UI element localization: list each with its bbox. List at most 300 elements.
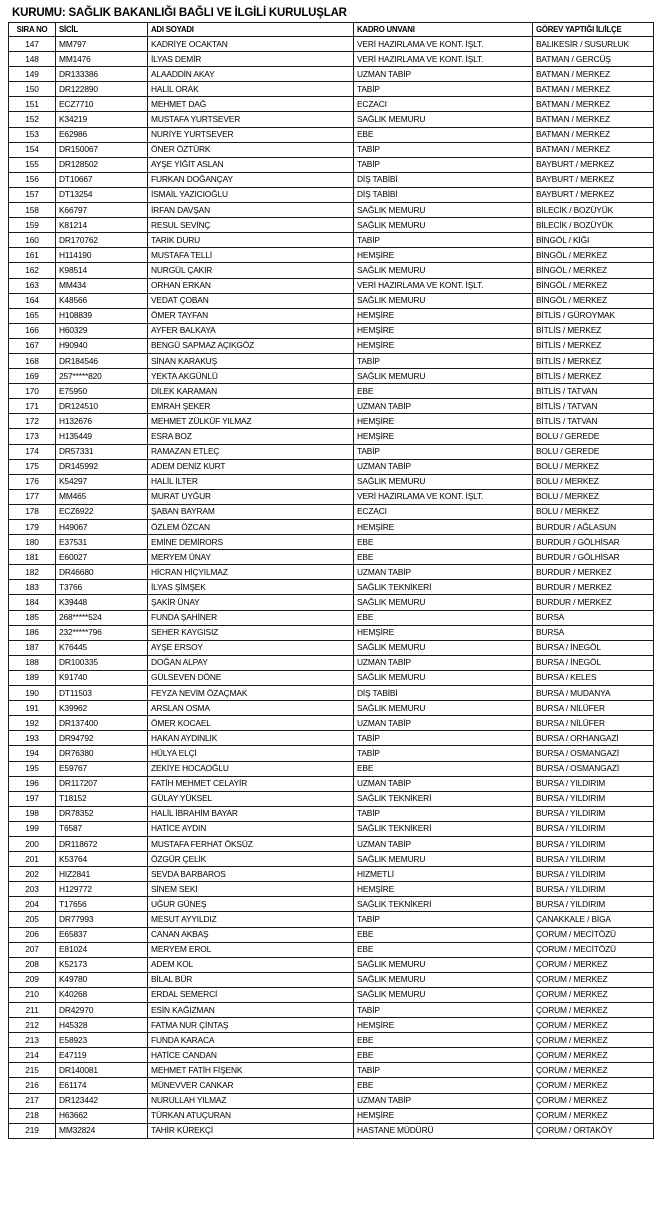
cell-sicil: DR57331 xyxy=(56,444,148,459)
table-row xyxy=(9,550,654,565)
cell-sicil: E65837 xyxy=(56,927,148,942)
cell-sira-no: 216 xyxy=(9,1078,56,1093)
table-row xyxy=(9,233,654,248)
table-row xyxy=(9,278,654,293)
cell-sicil: DR76380 xyxy=(56,746,148,761)
cell-kadro-unvani: ECZACI xyxy=(354,97,533,112)
cell-sicil: H63662 xyxy=(56,1108,148,1123)
cell-kadro-unvani: HEMŞİRE xyxy=(354,625,533,640)
cell-gorev-yaptigi-il-ilce: BURSA / OSMANGAZİ xyxy=(533,746,654,761)
cell-sira-no: 219 xyxy=(9,1123,56,1138)
cell-sicil: E58923 xyxy=(56,1033,148,1048)
table-row xyxy=(9,912,654,927)
cell-gorev-yaptigi-il-ilce: BOLU / MERKEZ xyxy=(533,489,654,504)
cell-kadro-unvani: HEMŞİRE xyxy=(354,338,533,353)
table-row xyxy=(9,927,654,942)
cell-sicil: K81214 xyxy=(56,218,148,233)
cell-adi-soyadi: ESİN KAĞIZMAN xyxy=(148,1003,354,1018)
table-row xyxy=(9,535,654,550)
cell-adi-soyadi: MÜNEVVER CANKAR xyxy=(148,1078,354,1093)
cell-gorev-yaptigi-il-ilce: ÇORUM / MERKEZ xyxy=(533,1033,654,1048)
cell-gorev-yaptigi-il-ilce: ÇORUM / MECİTÖZÜ xyxy=(533,927,654,942)
cell-sicil: H90940 xyxy=(56,338,148,353)
cell-sicil: K91740 xyxy=(56,670,148,685)
cell-sicil: DR117207 xyxy=(56,776,148,791)
cell-sira-no: 160 xyxy=(9,233,56,248)
cell-adi-soyadi: MEHMET DAĞ xyxy=(148,97,354,112)
cell-gorev-yaptigi-il-ilce: ÇORUM / MERKEZ xyxy=(533,1063,654,1078)
cell-sira-no: 167 xyxy=(9,338,56,353)
table-row xyxy=(9,248,654,263)
cell-sicil: E81024 xyxy=(56,942,148,957)
cell-adi-soyadi: SEVDA BARBAROS xyxy=(148,867,354,882)
cell-sicil: MM1476 xyxy=(56,52,148,67)
cell-gorev-yaptigi-il-ilce: BURSA / YILDIRIM xyxy=(533,852,654,867)
cell-kadro-unvani: UZMAN TABİP xyxy=(354,459,533,474)
cell-adi-soyadi: FATMA NUR ÇİNTAŞ xyxy=(148,1018,354,1033)
cell-sira-no: 169 xyxy=(9,369,56,384)
cell-sicil: H108839 xyxy=(56,308,148,323)
cell-sira-no: 148 xyxy=(9,52,56,67)
cell-gorev-yaptigi-il-ilce: BİTLİS / TATVAN xyxy=(533,384,654,399)
page-title: KURUMU: SAĞLIK BAKANLIĞI BAĞLI VE İLGİLİ KURULUŞLAR xyxy=(12,7,347,19)
cell-gorev-yaptigi-il-ilce: BURSA / YILDIRIM xyxy=(533,806,654,821)
cell-adi-soyadi: AYFER BALKAYA xyxy=(148,323,354,338)
cell-gorev-yaptigi-il-ilce: BATMAN / MERKEZ xyxy=(533,127,654,142)
cell-adi-soyadi: NURULLAH YILMAZ xyxy=(148,1093,354,1108)
cell-adi-soyadi: ALAADDİN AKAY xyxy=(148,67,354,82)
cell-sira-no: 156 xyxy=(9,172,56,187)
cell-gorev-yaptigi-il-ilce: BİTLİS / MERKEZ xyxy=(533,338,654,353)
cell-adi-soyadi: HALİL İLTER xyxy=(148,474,354,489)
cell-kadro-unvani: TABİP xyxy=(354,142,533,157)
cell-sicil: H114190 xyxy=(56,248,148,263)
cell-kadro-unvani: SAĞLIK MEMURU xyxy=(354,263,533,278)
cell-kadro-unvani: SAĞLIK TEKNİKERİ xyxy=(354,821,533,836)
cell-sira-no: 164 xyxy=(9,293,56,308)
cell-adi-soyadi: MURAT UYĞUR xyxy=(148,489,354,504)
table-row xyxy=(9,716,654,731)
cell-kadro-unvani: VERİ HAZIRLAMA VE KONT. İŞLT. xyxy=(354,278,533,293)
cell-sira-no: 180 xyxy=(9,535,56,550)
cell-sira-no: 203 xyxy=(9,882,56,897)
table-row xyxy=(9,821,654,836)
cell-adi-soyadi: İLYAS DEMİR xyxy=(148,52,354,67)
cell-kadro-unvani: UZMAN TABİP xyxy=(354,1093,533,1108)
table-row xyxy=(9,1093,654,1108)
cell-sicil: MM32824 xyxy=(56,1123,148,1138)
cell-kadro-unvani: HİZMETLİ xyxy=(354,867,533,882)
cell-gorev-yaptigi-il-ilce: ÇORUM / MERKEZ xyxy=(533,1093,654,1108)
table-row xyxy=(9,595,654,610)
cell-sira-no: 202 xyxy=(9,867,56,882)
cell-gorev-yaptigi-il-ilce: BURDUR / MERKEZ xyxy=(533,580,654,595)
cell-gorev-yaptigi-il-ilce: BURDUR / GÖLHİSAR xyxy=(533,550,654,565)
cell-sicil: E61174 xyxy=(56,1078,148,1093)
cell-gorev-yaptigi-il-ilce: BURSA / YILDIRIM xyxy=(533,836,654,851)
cell-adi-soyadi: MESUT AYYILDIZ xyxy=(148,912,354,927)
cell-kadro-unvani: VERİ HAZIRLAMA VE KONT. İŞLT. xyxy=(354,37,533,52)
cell-adi-soyadi: ÖMER KOCAEL xyxy=(148,716,354,731)
table-row xyxy=(9,414,654,429)
cell-sicil: H135449 xyxy=(56,429,148,444)
cell-sira-no: 159 xyxy=(9,218,56,233)
table-row xyxy=(9,459,654,474)
table-header xyxy=(9,23,654,37)
cell-kadro-unvani: EBE xyxy=(354,1078,533,1093)
cell-adi-soyadi: ŞABAN BAYRAM xyxy=(148,504,354,519)
cell-adi-soyadi: TAHİR KÜREKÇİ xyxy=(148,1123,354,1138)
cell-sicil: K54297 xyxy=(56,474,148,489)
cell-gorev-yaptigi-il-ilce: BİTLİS / MERKEZ xyxy=(533,369,654,384)
table-row xyxy=(9,776,654,791)
cell-sira-no: 174 xyxy=(9,444,56,459)
cell-adi-soyadi: ZEKİYE HOCAOĞLU xyxy=(148,761,354,776)
cell-kadro-unvani: HEMŞİRE xyxy=(354,882,533,897)
table-row xyxy=(9,942,654,957)
cell-sicil: MM465 xyxy=(56,489,148,504)
cell-sicil: DR78352 xyxy=(56,806,148,821)
cell-kadro-unvani: UZMAN TABİP xyxy=(354,655,533,670)
table-row xyxy=(9,369,654,384)
cell-adi-soyadi: MUSTAFA FERHAT ÖKSÜZ xyxy=(148,836,354,851)
cell-kadro-unvani: SAĞLIK MEMURU xyxy=(354,852,533,867)
cell-sicil: K48566 xyxy=(56,293,148,308)
cell-sicil: H45328 xyxy=(56,1018,148,1033)
cell-sicil: T17656 xyxy=(56,897,148,912)
table-row xyxy=(9,1108,654,1123)
cell-kadro-unvani: DİŞ TABİBİ xyxy=(354,187,533,202)
cell-gorev-yaptigi-il-ilce: ÇORUM / MERKEZ xyxy=(533,1018,654,1033)
cell-sicil: K34219 xyxy=(56,112,148,127)
cell-kadro-unvani: TABİP xyxy=(354,746,533,761)
cell-sira-no: 218 xyxy=(9,1108,56,1123)
cell-kadro-unvani: ECZACI xyxy=(354,504,533,519)
cell-sicil: H132676 xyxy=(56,414,148,429)
cell-gorev-yaptigi-il-ilce: ÇORUM / MERKEZ xyxy=(533,987,654,1002)
table-row xyxy=(9,806,654,821)
cell-sira-no: 214 xyxy=(9,1048,56,1063)
cell-sira-no: 158 xyxy=(9,203,56,218)
cell-sicil: DR118672 xyxy=(56,836,148,851)
table-row xyxy=(9,82,654,97)
cell-gorev-yaptigi-il-ilce: BATMAN / MERKEZ xyxy=(533,67,654,82)
cell-gorev-yaptigi-il-ilce: ÇORUM / MERKEZ xyxy=(533,972,654,987)
table-row xyxy=(9,746,654,761)
cell-gorev-yaptigi-il-ilce: ÇORUM / MERKEZ xyxy=(533,1078,654,1093)
cell-kadro-unvani: EBE xyxy=(354,1048,533,1063)
cell-gorev-yaptigi-il-ilce: BATMAN / MERKEZ xyxy=(533,142,654,157)
table-row xyxy=(9,142,654,157)
cell-adi-soyadi: AYŞE ERSOY xyxy=(148,640,354,655)
table-row xyxy=(9,1078,654,1093)
column-header-sira-no: SIRA NO xyxy=(9,23,56,37)
cell-adi-soyadi: MEHMET FATİH FİŞENK xyxy=(148,1063,354,1078)
cell-sicil: K39962 xyxy=(56,701,148,716)
cell-sira-no: 211 xyxy=(9,1003,56,1018)
cell-adi-soyadi: ADEM DENİZ KURT xyxy=(148,459,354,474)
cell-sicil: K98514 xyxy=(56,263,148,278)
cell-adi-soyadi: DOĞAN ALPAY xyxy=(148,655,354,670)
cell-kadro-unvani: SAĞLIK TEKNİKERİ xyxy=(354,580,533,595)
cell-gorev-yaptigi-il-ilce: BURSA / YILDIRIM xyxy=(533,867,654,882)
cell-kadro-unvani: UZMAN TABİP xyxy=(354,836,533,851)
cell-adi-soyadi: HALİL İBRAHİM BAYAR xyxy=(148,806,354,821)
cell-sira-no: 194 xyxy=(9,746,56,761)
cell-adi-soyadi: HATİCE AYDIN xyxy=(148,821,354,836)
table-row xyxy=(9,1018,654,1033)
cell-sira-no: 176 xyxy=(9,474,56,489)
cell-kadro-unvani: EBE xyxy=(354,1033,533,1048)
cell-sira-no: 178 xyxy=(9,504,56,519)
cell-sira-no: 187 xyxy=(9,640,56,655)
table-row xyxy=(9,1003,654,1018)
cell-adi-soyadi: TARIK DURU xyxy=(148,233,354,248)
cell-gorev-yaptigi-il-ilce: ÇANAKKALE / BİGA xyxy=(533,912,654,927)
cell-adi-soyadi: HATİCE CANDAN xyxy=(148,1048,354,1063)
cell-gorev-yaptigi-il-ilce: BOLU / GEREDE xyxy=(533,429,654,444)
cell-sira-no: 196 xyxy=(9,776,56,791)
cell-sicil: DR128502 xyxy=(56,157,148,172)
cell-gorev-yaptigi-il-ilce: BURSA / İNEGÖL xyxy=(533,655,654,670)
table-row xyxy=(9,670,654,685)
cell-gorev-yaptigi-il-ilce: BURSA / NİLÜFER xyxy=(533,701,654,716)
cell-gorev-yaptigi-il-ilce: BURSA / OSMANGAZİ xyxy=(533,761,654,776)
cell-adi-soyadi: MEHMET ZÜLKÜF YILMAZ xyxy=(148,414,354,429)
table-row xyxy=(9,565,654,580)
cell-sicil: DR46680 xyxy=(56,565,148,580)
cell-gorev-yaptigi-il-ilce: BURSA / KELES xyxy=(533,670,654,685)
cell-gorev-yaptigi-il-ilce: BİLECİK / BOZÜYÜK xyxy=(533,218,654,233)
cell-adi-soyadi: ESRA BOZ xyxy=(148,429,354,444)
cell-gorev-yaptigi-il-ilce: BURSA / NİLÜFER xyxy=(533,716,654,731)
cell-sicil: DR184546 xyxy=(56,353,148,368)
cell-sira-no: 204 xyxy=(9,897,56,912)
cell-adi-soyadi: SİNEM SEKİ xyxy=(148,882,354,897)
cell-adi-soyadi: DİLEK KARAMAN xyxy=(148,384,354,399)
cell-gorev-yaptigi-il-ilce: BATMAN / MERKEZ xyxy=(533,112,654,127)
table-row xyxy=(9,957,654,972)
cell-sira-no: 170 xyxy=(9,384,56,399)
cell-sira-no: 205 xyxy=(9,912,56,927)
cell-kadro-unvani: HEMŞİRE xyxy=(354,414,533,429)
table-row xyxy=(9,761,654,776)
cell-adi-soyadi: VEDAT ÇOBAN xyxy=(148,293,354,308)
cell-gorev-yaptigi-il-ilce: BOLU / MERKEZ xyxy=(533,474,654,489)
cell-gorev-yaptigi-il-ilce: BİTLİS / MERKEZ xyxy=(533,353,654,368)
cell-gorev-yaptigi-il-ilce: ÇORUM / MERKEZ xyxy=(533,957,654,972)
cell-adi-soyadi: BENGÜ SAPMAZ AÇIKGÖZ xyxy=(148,338,354,353)
table-row xyxy=(9,474,654,489)
cell-sira-no: 191 xyxy=(9,701,56,716)
cell-sicil: H129772 xyxy=(56,882,148,897)
cell-gorev-yaptigi-il-ilce: BİTLİS / TATVAN xyxy=(533,414,654,429)
cell-sira-no: 163 xyxy=(9,278,56,293)
table-row xyxy=(9,625,654,640)
cell-kadro-unvani: SAĞLIK MEMURU xyxy=(354,293,533,308)
table-row xyxy=(9,293,654,308)
cell-sicil: K49780 xyxy=(56,972,148,987)
cell-sicil: 257*****820 xyxy=(56,369,148,384)
cell-gorev-yaptigi-il-ilce: BİLECİK / BOZÜYÜK xyxy=(533,203,654,218)
table-row xyxy=(9,1033,654,1048)
cell-kadro-unvani: TABİP xyxy=(354,806,533,821)
cell-adi-soyadi: RESUL SEVİNÇ xyxy=(148,218,354,233)
cell-sicil: E37531 xyxy=(56,535,148,550)
cell-adi-soyadi: EMRAH ŞEKER xyxy=(148,399,354,414)
table-row xyxy=(9,852,654,867)
cell-sicil: DR123442 xyxy=(56,1093,148,1108)
cell-adi-soyadi: BİLAL BÜR xyxy=(148,972,354,987)
cell-kadro-unvani: UZMAN TABİP xyxy=(354,565,533,580)
table-row xyxy=(9,867,654,882)
cell-gorev-yaptigi-il-ilce: BİNGÖL / MERKEZ xyxy=(533,263,654,278)
cell-gorev-yaptigi-il-ilce: BURSA / MUDANYA xyxy=(533,686,654,701)
cell-gorev-yaptigi-il-ilce: BURSA xyxy=(533,625,654,640)
cell-kadro-unvani: EBE xyxy=(354,942,533,957)
cell-kadro-unvani: EBE xyxy=(354,927,533,942)
cell-adi-soyadi: ADEM KOL xyxy=(148,957,354,972)
table-body xyxy=(9,37,654,1139)
cell-sicil: E47119 xyxy=(56,1048,148,1063)
table-row xyxy=(9,429,654,444)
table-row xyxy=(9,504,654,519)
column-header-gorev-yaptigi-il-ilce: GÖREV YAPTIĞI İL/İLÇE xyxy=(533,23,654,37)
cell-adi-soyadi: FUNDA KARACA xyxy=(148,1033,354,1048)
table-row xyxy=(9,1123,654,1138)
cell-gorev-yaptigi-il-ilce: BOLU / GEREDE xyxy=(533,444,654,459)
cell-adi-soyadi: ORHAN ERKAN xyxy=(148,278,354,293)
cell-adi-soyadi: ÖZGÜR ÇELİK xyxy=(148,852,354,867)
cell-sira-no: 157 xyxy=(9,187,56,202)
table-row xyxy=(9,836,654,851)
table-row xyxy=(9,112,654,127)
cell-kadro-unvani: EBE xyxy=(354,610,533,625)
cell-adi-soyadi: MERYEM ÜNAY xyxy=(148,550,354,565)
cell-sicil: DR145992 xyxy=(56,459,148,474)
cell-sira-no: 215 xyxy=(9,1063,56,1078)
cell-adi-soyadi: SEHER KAYGISIZ xyxy=(148,625,354,640)
cell-kadro-unvani: EBE xyxy=(354,761,533,776)
cell-adi-soyadi: TÜRKAN ATUÇURAN xyxy=(148,1108,354,1123)
cell-gorev-yaptigi-il-ilce: BAYBURT / MERKEZ xyxy=(533,172,654,187)
cell-sira-no: 182 xyxy=(9,565,56,580)
cell-sira-no: 162 xyxy=(9,263,56,278)
cell-sira-no: 179 xyxy=(9,520,56,535)
cell-sira-no: 188 xyxy=(9,655,56,670)
cell-kadro-unvani: SAĞLIK MEMURU xyxy=(354,987,533,1002)
cell-sira-no: 207 xyxy=(9,942,56,957)
cell-adi-soyadi: ERDAL SEMERCİ xyxy=(148,987,354,1002)
cell-sicil: K39448 xyxy=(56,595,148,610)
cell-sira-no: 198 xyxy=(9,806,56,821)
cell-sicil: 232*****796 xyxy=(56,625,148,640)
cell-kadro-unvani: SAĞLIK TEKNİKERİ xyxy=(354,897,533,912)
cell-sira-no: 153 xyxy=(9,127,56,142)
cell-gorev-yaptigi-il-ilce: BOLU / MERKEZ xyxy=(533,459,654,474)
cell-gorev-yaptigi-il-ilce: BURSA / YILDIRIM xyxy=(533,791,654,806)
cell-sicil: DT10667 xyxy=(56,172,148,187)
cell-sira-no: 155 xyxy=(9,157,56,172)
cell-gorev-yaptigi-il-ilce: BALIKESİR / SUSURLUK xyxy=(533,37,654,52)
table-row xyxy=(9,263,654,278)
cell-kadro-unvani: HASTANE MÜDÜRÜ xyxy=(354,1123,533,1138)
cell-adi-soyadi: HİCRAN HİÇYILMAZ xyxy=(148,565,354,580)
cell-sira-no: 154 xyxy=(9,142,56,157)
cell-kadro-unvani: TABİP xyxy=(354,1003,533,1018)
cell-kadro-unvani: HEMŞİRE xyxy=(354,323,533,338)
cell-gorev-yaptigi-il-ilce: BATMAN / MERKEZ xyxy=(533,82,654,97)
cell-sicil: K53764 xyxy=(56,852,148,867)
cell-sira-no: 184 xyxy=(9,595,56,610)
cell-kadro-unvani: TABİP xyxy=(354,82,533,97)
cell-sicil: MM434 xyxy=(56,278,148,293)
cell-sicil: K40268 xyxy=(56,987,148,1002)
cell-sira-no: 209 xyxy=(9,972,56,987)
cell-sicil: E75950 xyxy=(56,384,148,399)
cell-adi-soyadi: ARSLAN OSMA xyxy=(148,701,354,716)
cell-gorev-yaptigi-il-ilce: ÇORUM / MECİTÖZÜ xyxy=(533,942,654,957)
cell-gorev-yaptigi-il-ilce: BİTLİS / MERKEZ xyxy=(533,323,654,338)
table-row xyxy=(9,489,654,504)
cell-kadro-unvani: EBE xyxy=(354,384,533,399)
cell-sira-no: 195 xyxy=(9,761,56,776)
cell-sicil: K52173 xyxy=(56,957,148,972)
cell-gorev-yaptigi-il-ilce: ÇORUM / MERKEZ xyxy=(533,1048,654,1063)
cell-sira-no: 212 xyxy=(9,1018,56,1033)
cell-adi-soyadi: FUNDA ŞAHİNER xyxy=(148,610,354,625)
cell-sira-no: 210 xyxy=(9,987,56,1002)
cell-adi-soyadi: MUSTAFA TELLİ xyxy=(148,248,354,263)
cell-adi-soyadi: ÖNER ÖZTÜRK xyxy=(148,142,354,157)
cell-kadro-unvani: DİŞ TABİBİ xyxy=(354,686,533,701)
cell-adi-soyadi: HALİL ORAK xyxy=(148,82,354,97)
table-row xyxy=(9,520,654,535)
cell-sira-no: 201 xyxy=(9,852,56,867)
cell-kadro-unvani: TABİP xyxy=(354,444,533,459)
cell-adi-soyadi: AYŞE YİĞİT ASLAN xyxy=(148,157,354,172)
cell-sira-no: 177 xyxy=(9,489,56,504)
column-header-kadro-unvani: KADRO UNVANI xyxy=(354,23,533,37)
cell-gorev-yaptigi-il-ilce: BURSA / ORHANGAZİ xyxy=(533,731,654,746)
cell-sira-no: 171 xyxy=(9,399,56,414)
cell-gorev-yaptigi-il-ilce: ÇORUM / MERKEZ xyxy=(533,1003,654,1018)
cell-gorev-yaptigi-il-ilce: BOLU / MERKEZ xyxy=(533,504,654,519)
table-row xyxy=(9,731,654,746)
table-row xyxy=(9,972,654,987)
cell-sicil: K66797 xyxy=(56,203,148,218)
cell-sira-no: 206 xyxy=(9,927,56,942)
cell-sira-no: 217 xyxy=(9,1093,56,1108)
cell-sicil: DR122890 xyxy=(56,82,148,97)
cell-adi-soyadi: NURİYE YURTSEVER xyxy=(148,127,354,142)
cell-sicil: K76445 xyxy=(56,640,148,655)
cell-sira-no: 173 xyxy=(9,429,56,444)
cell-sira-no: 152 xyxy=(9,112,56,127)
cell-gorev-yaptigi-il-ilce: BURSA xyxy=(533,610,654,625)
table-row xyxy=(9,444,654,459)
cell-adi-soyadi: YEKTA AKGÜNLÜ xyxy=(148,369,354,384)
cell-sicil: T6587 xyxy=(56,821,148,836)
cell-kadro-unvani: SAĞLIK MEMURU xyxy=(354,369,533,384)
cell-adi-soyadi: EMİNE DEMİRORS xyxy=(148,535,354,550)
cell-gorev-yaptigi-il-ilce: BURSA / YILDIRIM xyxy=(533,882,654,897)
cell-gorev-yaptigi-il-ilce: BURDUR / MERKEZ xyxy=(533,565,654,580)
cell-gorev-yaptigi-il-ilce: BİNGÖL / MERKEZ xyxy=(533,293,654,308)
cell-kadro-unvani: VERİ HAZIRLAMA VE KONT. İŞLT. xyxy=(354,489,533,504)
cell-kadro-unvani: HEMŞİRE xyxy=(354,248,533,263)
table-row xyxy=(9,308,654,323)
